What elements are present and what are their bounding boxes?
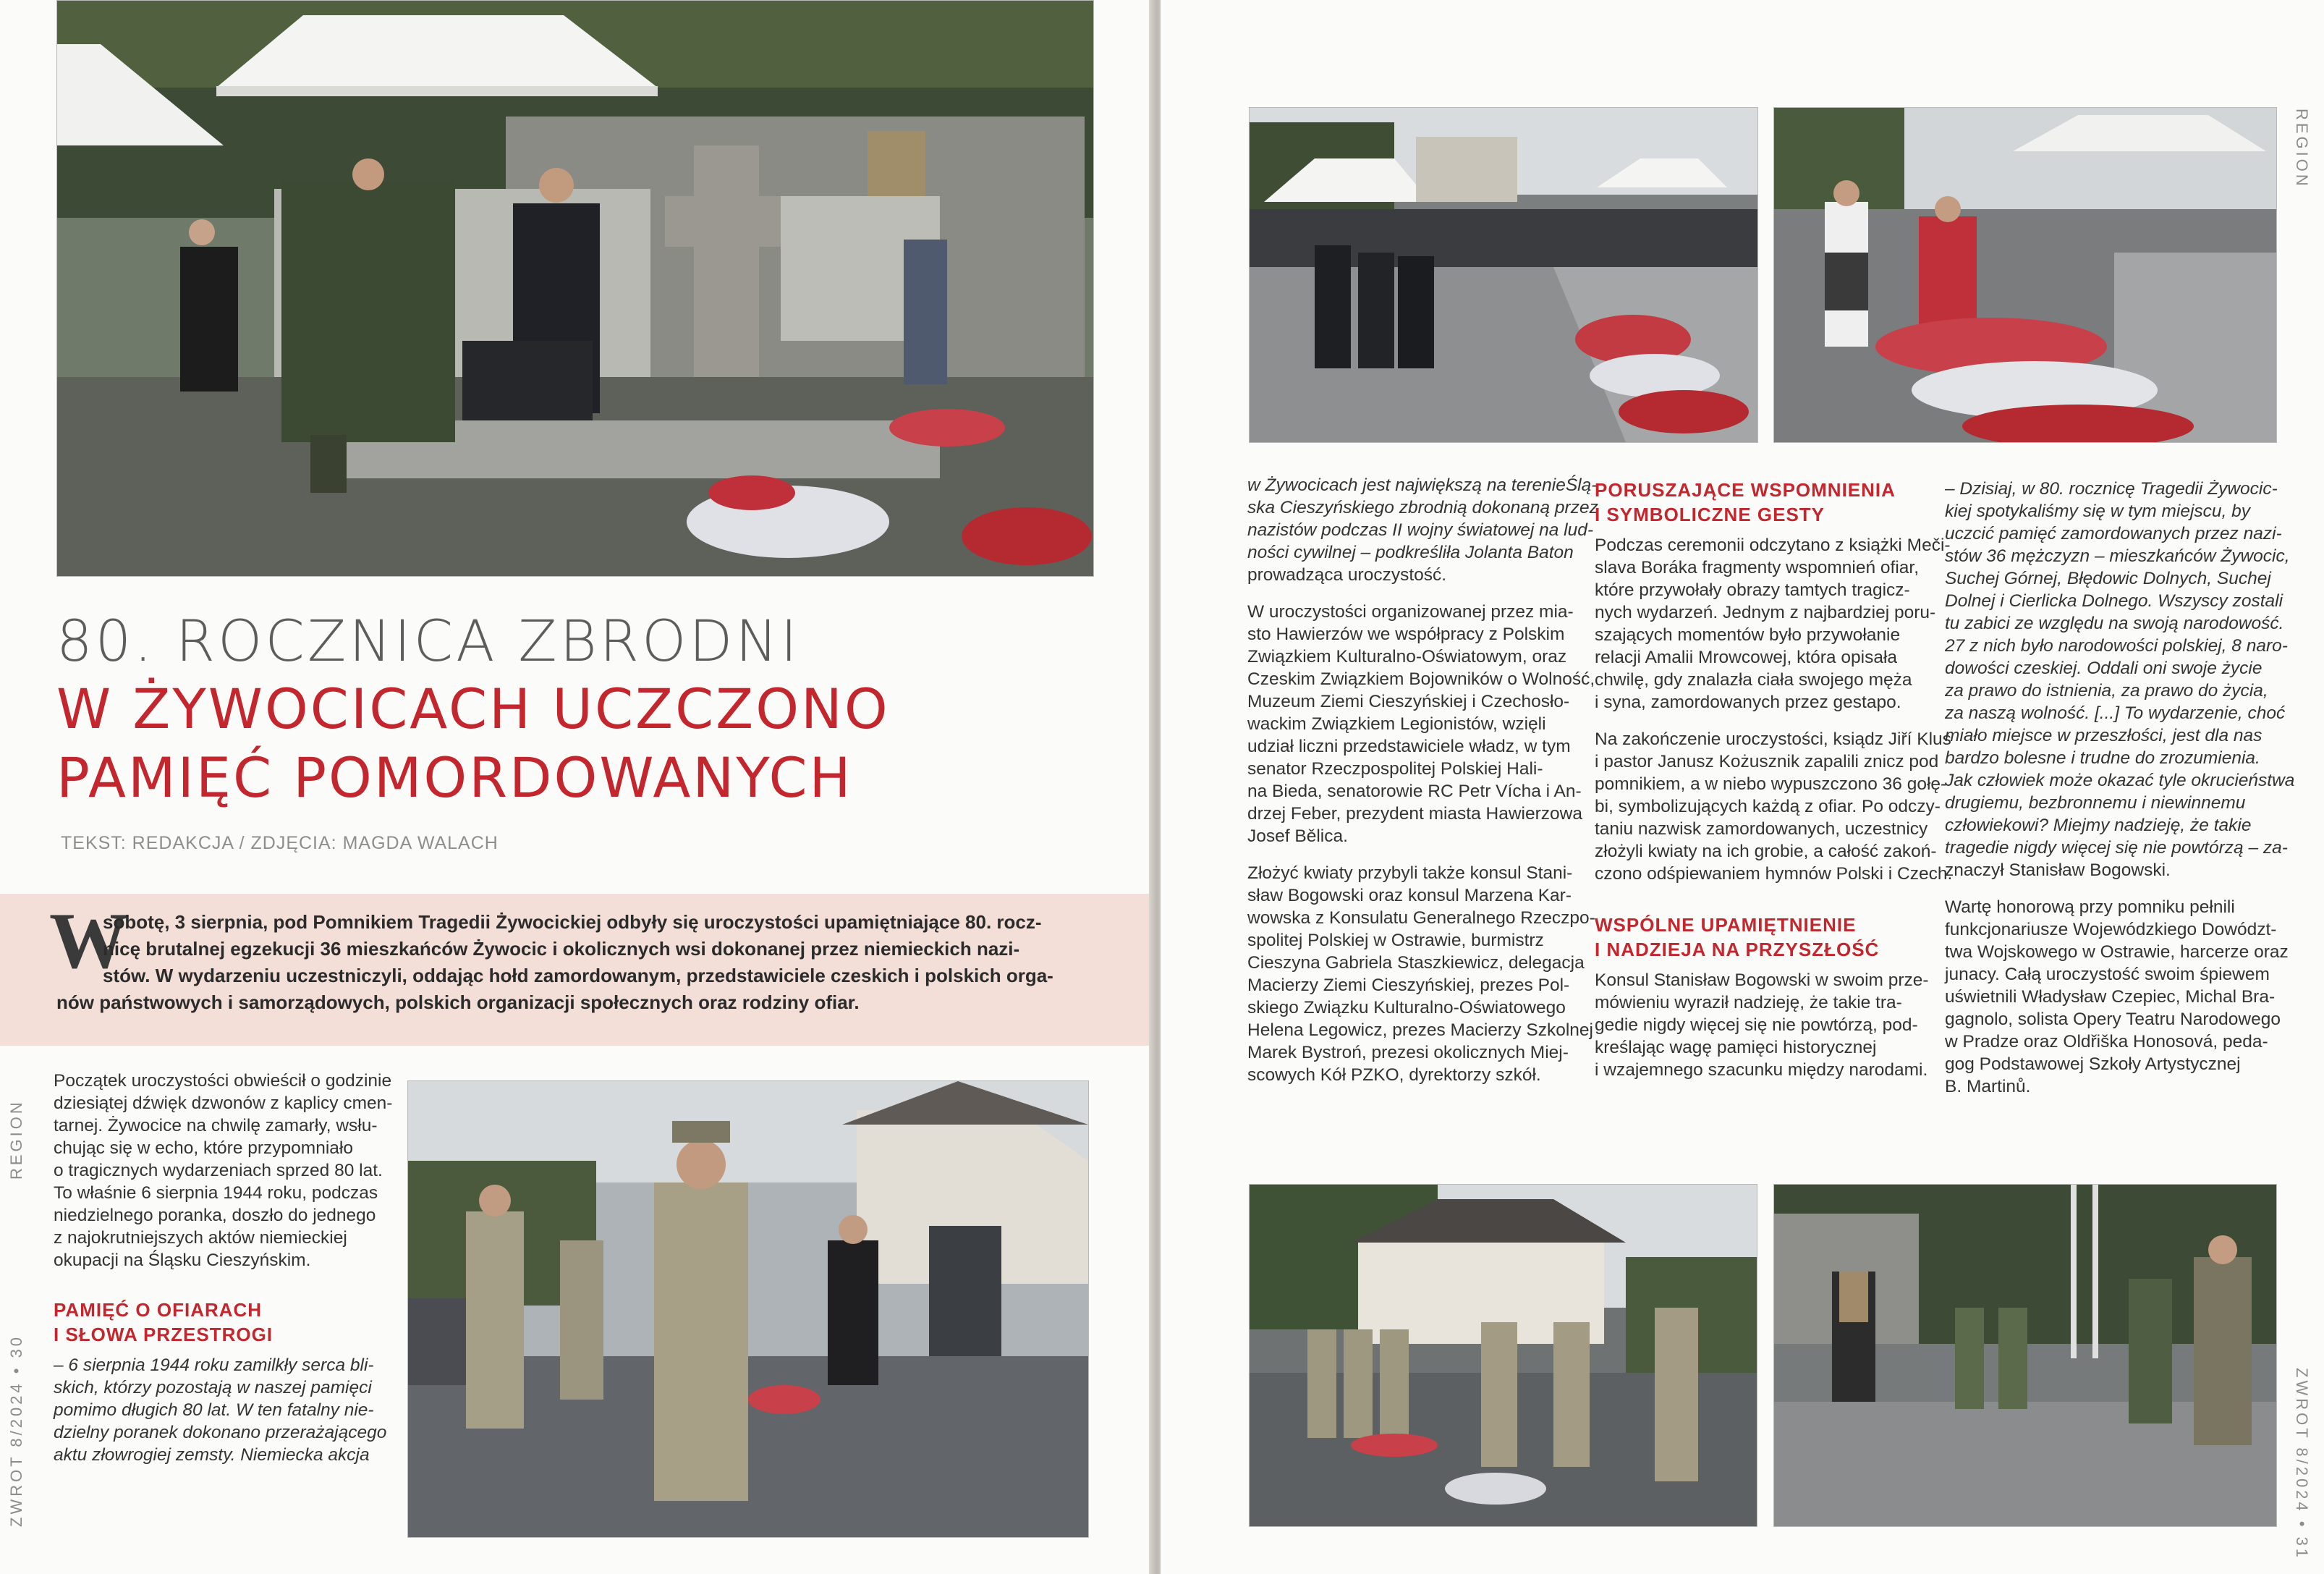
text-line: gedie nigdy więcej się nie powtórzą, pod-	[1595, 1015, 1918, 1035]
text-line: miało miejsce w przeszłości, jest dla nas	[1945, 726, 2262, 745]
text-line: sław Bogowski oraz konsul Marzena Kar-	[1247, 886, 1572, 905]
text-line: na Bieda, senatorowie RC Petr Vícha i An-	[1247, 782, 1582, 801]
text-line: i pastor Janusz Kożusznik zapalili znicz pod	[1595, 752, 1939, 771]
text-line: mówieniu wyraził nadzieję, że takie tra-	[1595, 993, 1902, 1012]
text-line: pomnikiem, a w niebo wypuszczono 36 gołę-	[1595, 774, 1947, 794]
section-heading: PAMIĘĆ O OFIARACH	[54, 1299, 263, 1321]
text-line: Josef Bělica.	[1247, 826, 1348, 846]
article-title-line1: 80. ROCZNICA ZBRODNI	[56, 609, 800, 674]
text-line: taniu nazwisk zamordowanych, uczestnicy	[1595, 819, 1928, 839]
text-line: wowska z Konsulatu Generalnego Rzeczpo-	[1247, 908, 1595, 928]
text-line: i syna, zamordowanych przez gestapo.	[1595, 693, 1901, 712]
text-line: gagnolo, solista Opery Teatru Narodowego	[1945, 1010, 2281, 1029]
text-line: nazistów podczas II wojny światowej na lud-	[1247, 520, 1593, 540]
text-line: za prawo do istnienia, za prawo do życia,	[1945, 681, 2268, 701]
photo-laying-flowers	[1773, 107, 2277, 443]
lead-dropcap: W	[49, 897, 129, 985]
text-line: W uroczystości organizowanej przez mia-	[1247, 602, 1574, 622]
left-page	[0, 0, 1155, 1574]
text-line: Wartę honorową przy pomniku pełnili	[1945, 897, 2235, 917]
text-line: uświetnili Władysław Czepiec, Michal Bra-	[1945, 987, 2276, 1007]
lead-paragraph	[56, 909, 1116, 1016]
text-line: Konsul Stanisław Bogowski w swoim prze-	[1595, 970, 1929, 990]
text-line: 27 z nich było narodowości polskiej, 8 naro-	[1945, 636, 2288, 656]
text-line: Początek uroczystości obwieścił o godzinie	[54, 1071, 392, 1091]
page-folio: ZWROT 8/2024 • 30	[7, 1334, 25, 1527]
text-line: w Pradze oraz Oldřiška Honosová, peda-	[1945, 1032, 2268, 1052]
spacer	[1595, 962, 1935, 969]
text-line: – 6 sierpnia 1944 roku zamilkły serca bli-	[54, 1355, 374, 1375]
page-folio: ZWROT 8/2024 • 31	[2293, 1368, 2311, 1561]
photo-scouts-honor-guard	[1773, 1184, 2277, 1527]
text-line: które przywołały obrazy tamtych tragicz-	[1595, 580, 1910, 600]
spacer	[1247, 586, 1587, 601]
photo-honor-guard-street	[407, 1080, 1089, 1538]
text-line: junacy. Całą uroczystość swoim śpiewem	[1945, 965, 2270, 984]
text-line: kreślając wagę pamięci historycznej	[1595, 1038, 1877, 1057]
spacer	[54, 1272, 401, 1298]
text-line: To właśnie 6 sierpnia 1944 roku, podczas	[54, 1183, 378, 1203]
text-line: ska Cieszyńskiego zbrodnią dokonaną przez	[1247, 498, 1598, 517]
spacer	[1595, 714, 1935, 728]
text-line: twa Wojskowego w Ostrawie, harcerze oraz	[1945, 942, 2289, 962]
text-line: aktu złowrogiej zemsty. Niemiecka akcja	[54, 1445, 370, 1465]
text-line: za naszą wolność. [...] To wydarzenie, choć	[1945, 703, 2286, 723]
text-line: Związkiem Kulturalno-Oświatowym, oraz	[1247, 647, 1567, 667]
text-line: kiej spotykaliśmy się w tym miejscu, by	[1945, 502, 2251, 521]
text-line: Helena Legowicz, prezes Macierzy Szkolnej	[1247, 1020, 1593, 1040]
text-line: drzej Feber, prezydent miasta Hawierzowa	[1247, 804, 1582, 824]
text-line: Na zakończenie uroczystości, ksiądz Jiří Klus	[1595, 729, 1951, 749]
text-line: Złożyć kwiaty przybyli także konsul Stani-	[1247, 863, 1573, 883]
photo-soldiers-at-wreaths-image	[1250, 1185, 1757, 1526]
text-line: ności cywilnej – podkreśliła Jolanta Baton	[1247, 543, 1574, 562]
text-line: człowiekowi? Miejmy nadzieję, że takie	[1945, 816, 2252, 835]
section-heading: I NADZIEJA NA PRZYSZŁOŚĆ	[1595, 939, 1880, 960]
text-line: znaczył Stanisław Bogowski.	[1945, 860, 2171, 880]
text-line: senator Rzeczpospolitej Polskiej Hali-	[1247, 759, 1543, 779]
text-line: udział liczni przedstawiciele władz, w tym	[1247, 737, 1571, 756]
text-line: Suchej Górnej, Błędowic Dolnych, Suchej	[1945, 569, 2271, 588]
spacer	[1595, 885, 1935, 913]
text-line: szających momentów było przywołanie	[1595, 625, 1901, 645]
text-line: spolitej Polskiej w Ostrawie, burmistrz	[1247, 931, 1544, 950]
photo-scouts-honor-guard-image	[1774, 1185, 2276, 1526]
left-column-text	[54, 1070, 401, 1466]
text-line: złożyli kwiaty na ich grobie, a całość zakoń-	[1595, 842, 1937, 861]
text-line: tu zabici ze względu na swoją narodowość.	[1945, 614, 2284, 633]
text-line: Muzeum Ziemi Cieszyńskiej i Czechosło-	[1247, 692, 1570, 711]
photo-crowd-at-memorial	[1249, 107, 1758, 443]
text-line: chując się w echo, które przypomniało	[54, 1138, 353, 1158]
text-line: dowości czeskiej. Oddali oni swoje życie	[1945, 659, 2262, 678]
spacer	[54, 1347, 401, 1354]
text-line: scowych Kół PZKO, dyrektorzy szkół.	[1247, 1065, 1541, 1085]
text-line: prowadząca uroczystość.	[1247, 565, 1447, 585]
text-line: – Dzisiaj, w 80. rocznicę Tragedii Żywocic-	[1945, 479, 2278, 499]
lead-line: sobotę, 3 sierpnia, pod Pomnikiem Tragedii Żywocickiej odbyły się uroczystości upamiętniające 80. rocz-	[103, 911, 1042, 933]
text-line: nych wydarzeń. Jednym z najbardziej poru-	[1595, 603, 1936, 622]
text-line: z najokrutniejszych aktów niemieckiej	[54, 1228, 347, 1248]
spacer	[1247, 847, 1587, 862]
lead-line: nicę brutalnej egzekucji 36 mieszkańców Żywocic i okolicznych wsi dokonanej przez niemieckich nazi-	[103, 938, 1020, 960]
text-line: bi, symbolizujących każdą z ofiar. Po odczy-	[1595, 797, 1941, 816]
right-column-2-text	[1595, 478, 1953, 1081]
text-line: skich, którzy pozostają w naszej pamięci	[54, 1378, 372, 1397]
spacer	[1595, 527, 1935, 534]
text-line: Jak człowiek może okazać tyle okrucieństwa	[1945, 771, 2295, 790]
section-heading: PORUSZAJĄCE WSPOMNIENIA	[1595, 479, 1896, 501]
text-line: o tragicznych wydarzeniach sprzed 80 lat.	[54, 1161, 383, 1180]
text-line: stów 36 mężczyzn – mieszkańców Żywocic,	[1945, 546, 2290, 566]
text-line: funkcjonariusze Wojewódzkiego Dowództ-	[1945, 920, 2277, 939]
text-line: bardzo bolesne i trudne do zrozumienia.	[1945, 748, 2260, 768]
text-line: slava Boráka fragmenty wspomnień ofiar,	[1595, 558, 1920, 577]
photo-laying-flowers-image	[1774, 108, 2276, 442]
section-heading: WSPÓLNE UPAMIĘTNIENIE	[1595, 914, 1857, 936]
text-line: Podczas ceremonii odczytano z książki Meči-	[1595, 536, 1951, 555]
text-line: drugiemu, bezbronnemu i niewinnemu	[1945, 793, 2246, 813]
lead-line: stów. W wydarzeniu uczestniczyli, oddając hołd zamordowanym, przedstawiciele czeskich i polskich orga-	[103, 965, 1053, 986]
section-heading: I SŁOWA PRZESTROGI	[54, 1324, 273, 1345]
right-column-3-text	[1945, 478, 2295, 1098]
text-line: w Żywocicach jest największą na terenieŚlą-	[1247, 475, 1598, 495]
text-line: niedzielnego poranka, doszło do jednego	[54, 1206, 376, 1225]
text-line: uczcić pamięć zamordowanych przez nazi-	[1945, 524, 2282, 543]
photo-memorial-ceremony	[56, 0, 1094, 577]
text-line: pomimo długich 80 lat. W ten fatalny nie-	[54, 1400, 374, 1420]
spacer	[1945, 881, 2285, 896]
text-line: wackim Związkiem Legionistów, wzięli	[1247, 714, 1546, 734]
text-line: czono odśpiewaniem hymnów Polski i Czech.	[1595, 864, 1953, 884]
text-line: tarnej. Żywocice na chwilę zamarły, wsłu-	[54, 1116, 378, 1135]
text-line: chwilę, gdy znalazła ciała swojego męża	[1595, 670, 1912, 690]
text-line: okupacji na Śląsku Cieszyńskim.	[54, 1251, 311, 1270]
margin-label-region: REGION	[2293, 109, 2311, 189]
text-line: dzielny poranek dokonano przerażającego	[54, 1423, 387, 1442]
text-line: Macierzy Ziemi Cieszyńskiej, prezes Pol-	[1247, 976, 1570, 995]
text-line: Cieszyna Gabriela Staszkiewicz, delegacja	[1247, 953, 1585, 973]
text-line: B. Martinů.	[1945, 1077, 2031, 1096]
text-line: Marek Bystroń, prezesi okolicznych Miej-	[1247, 1043, 1569, 1062]
text-line: gog Podstawowej Szkoły Artystycznej	[1945, 1054, 2241, 1074]
margin-label-region: REGION	[7, 1099, 25, 1180]
text-line: dziesiątej dźwięk dzwonów z kaplicy cmen-	[54, 1093, 393, 1113]
photo-soldiers-at-wreaths	[1249, 1184, 1757, 1527]
section-heading: I SYMBOLICZNE GESTY	[1595, 504, 1825, 525]
photo-memorial-ceremony-image	[57, 1, 1093, 576]
lead-line: nów państwowych i samorządowych, polskich organizacji społecznych oraz rodziny ofiar.	[56, 991, 860, 1013]
article-credit: TEKST: REDAKCJA / ZDJĘCIA: MAGDA WALACH	[61, 833, 499, 853]
photo-honor-guard-street-image	[408, 1081, 1088, 1537]
text-line: tragedie nigdy więcej się nie powtórzą – za-	[1945, 838, 2288, 858]
text-line: i wzajemnego szacunku między narodami.	[1595, 1060, 1928, 1080]
text-line: Czeskim Związkiem Bojowników o Wolność,	[1247, 669, 1595, 689]
text-line: Dolnej i Cierlicka Dolnego. Wszyscy zostali	[1945, 591, 2283, 611]
article-title-line2: W ŻYWOCICACH UCZCZONO	[56, 677, 890, 741]
text-line: relacji Amalii Mrowcowej, która opisała	[1595, 648, 1898, 667]
text-line: sto Hawierzów we współpracy z Polskim	[1247, 625, 1565, 644]
photo-crowd-at-memorial-image	[1250, 108, 1757, 442]
right-page	[1161, 0, 2324, 1574]
right-column-1-text	[1247, 474, 1598, 1086]
article-title-line3: PAMIĘĆ POMORDOWANYCH	[56, 745, 853, 810]
text-line: skiego Związku Kulturalno-Oświatowego	[1247, 998, 1566, 1017]
